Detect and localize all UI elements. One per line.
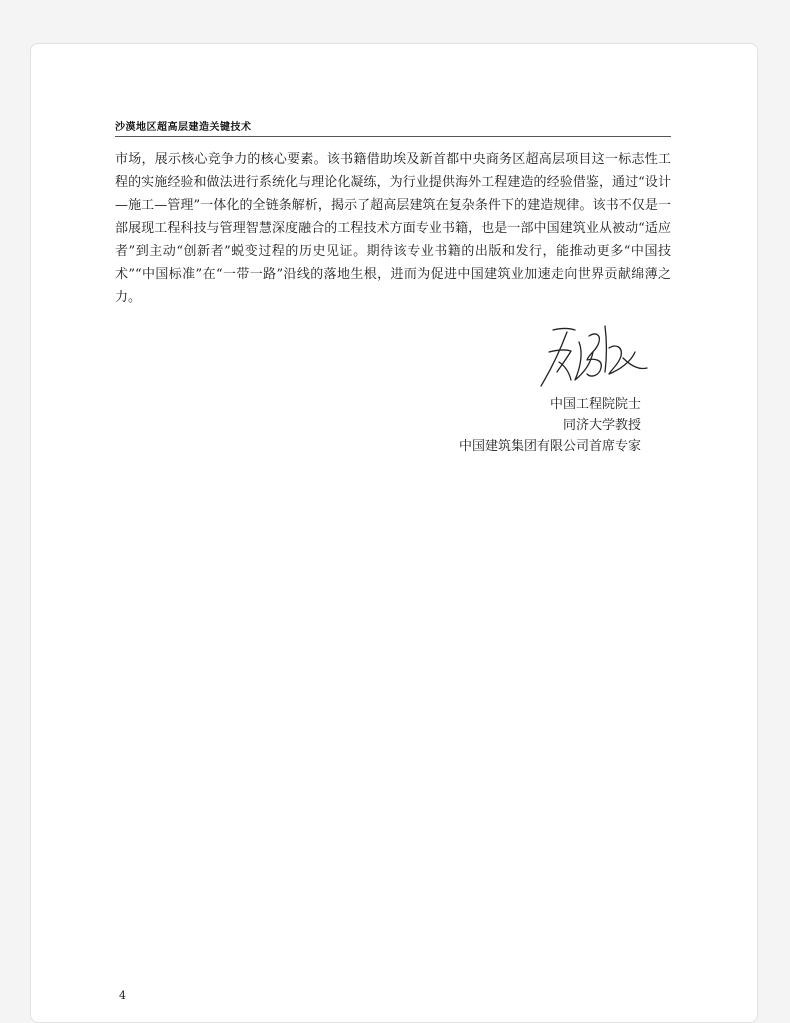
signer-position: 中国建筑集团有限公司首席专家 bbox=[458, 439, 641, 454]
document-page bbox=[30, 43, 758, 1023]
running-head: 沙漠地区超高层建造关键技术 bbox=[115, 118, 671, 137]
page-number: 4 bbox=[119, 989, 126, 1002]
body-paragraph: 市场，展示核心竞争力的核心要素。该书籍借助埃及新首都中央商务区超高层项目这一标志性工程的实施经验和做法进行系统化与理论化凝练，为行业提供海外工程建造的经验借鉴，通过“设计—施工—管理”一体化的全链条解析，揭示了超高层建筑在复杂条件下的建造规律。该书不仅是一部展现工程科技与管理智慧深度融合的工程技术方面专业书籍，也是一部中国建筑业从被动“适应者”到主动“创新者”蜕变过程的历史见证。期待该专业书籍的出版和发行，能推动更多“中国技术”“中国标准”在“一带一路”沿线的落地生根，进而为促进中国建筑业加速走向世界贡献绵薄之力。 bbox=[115, 152, 671, 305]
signer-block bbox=[459, 394, 641, 457]
handwritten-signature bbox=[539, 322, 649, 390]
signer-title: 中国工程院院士 bbox=[549, 397, 641, 412]
signer-affiliation: 同济大学教授 bbox=[562, 418, 641, 433]
